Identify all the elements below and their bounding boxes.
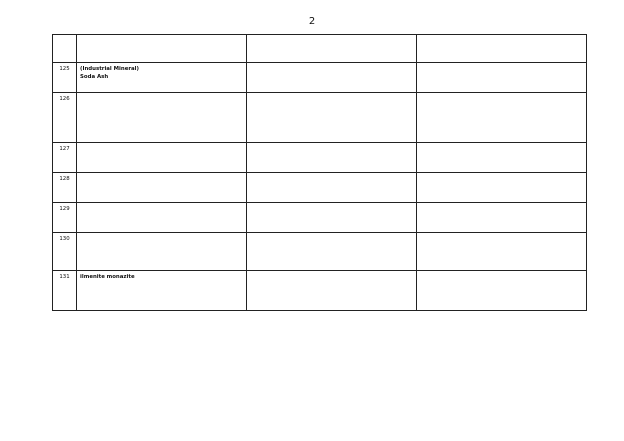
header-col-b <box>417 35 587 63</box>
row-item-detail <box>80 273 243 281</box>
header-item <box>77 35 247 63</box>
row-seq: 125 <box>53 63 77 93</box>
row-item <box>77 271 247 311</box>
row-item-detail <box>80 73 243 81</box>
row-seq: 127 <box>53 143 77 173</box>
row-cap-a <box>247 143 417 173</box>
row-item-title-mark: (Industrial Mineral) <box>80 65 139 72</box>
row-seq: 126 <box>53 93 77 143</box>
row-cap-b <box>417 63 587 93</box>
row-cap-a <box>247 233 417 271</box>
row-item <box>77 233 247 271</box>
table-row <box>53 93 587 143</box>
row-cap-b <box>417 143 587 173</box>
row-item <box>77 93 247 143</box>
footnote <box>52 406 586 415</box>
row-cap-a <box>247 203 417 233</box>
page-number: 2 <box>308 16 316 27</box>
row-cap-b <box>417 233 587 271</box>
table-row <box>53 63 587 93</box>
table-row <box>53 203 587 233</box>
row-item <box>77 63 247 93</box>
row-cap-a <box>247 271 417 311</box>
row-cap-b <box>417 93 587 143</box>
row-cap-a <box>247 63 417 93</box>
row-seq: 130 <box>53 233 77 271</box>
row-seq: 129 <box>53 203 77 233</box>
table-row <box>53 271 587 311</box>
header-seq <box>53 35 77 63</box>
row-cap-b <box>417 203 587 233</box>
row-seq: 128 <box>53 173 77 203</box>
header-col-a <box>247 35 417 63</box>
table-row <box>53 233 587 271</box>
table-body <box>53 63 587 311</box>
row-item-title <box>80 65 243 73</box>
row-cap-a <box>247 93 417 143</box>
row-item <box>77 173 247 203</box>
row-item-detail-mark: monazite <box>106 273 135 280</box>
row-item-detail-mark: ilmenite <box>80 273 105 280</box>
row-item <box>77 143 247 173</box>
row-cap-b <box>417 271 587 311</box>
row-item-detail-mark: Soda Ash <box>80 73 109 80</box>
table-row <box>53 173 587 203</box>
table-header-row <box>53 35 587 63</box>
activity-threshold-table <box>52 34 587 311</box>
row-item <box>77 203 247 233</box>
row-cap-a <box>247 173 417 203</box>
row-seq: 131 <box>53 271 77 311</box>
row-cap-b <box>417 173 587 203</box>
table-row <box>53 143 587 173</box>
